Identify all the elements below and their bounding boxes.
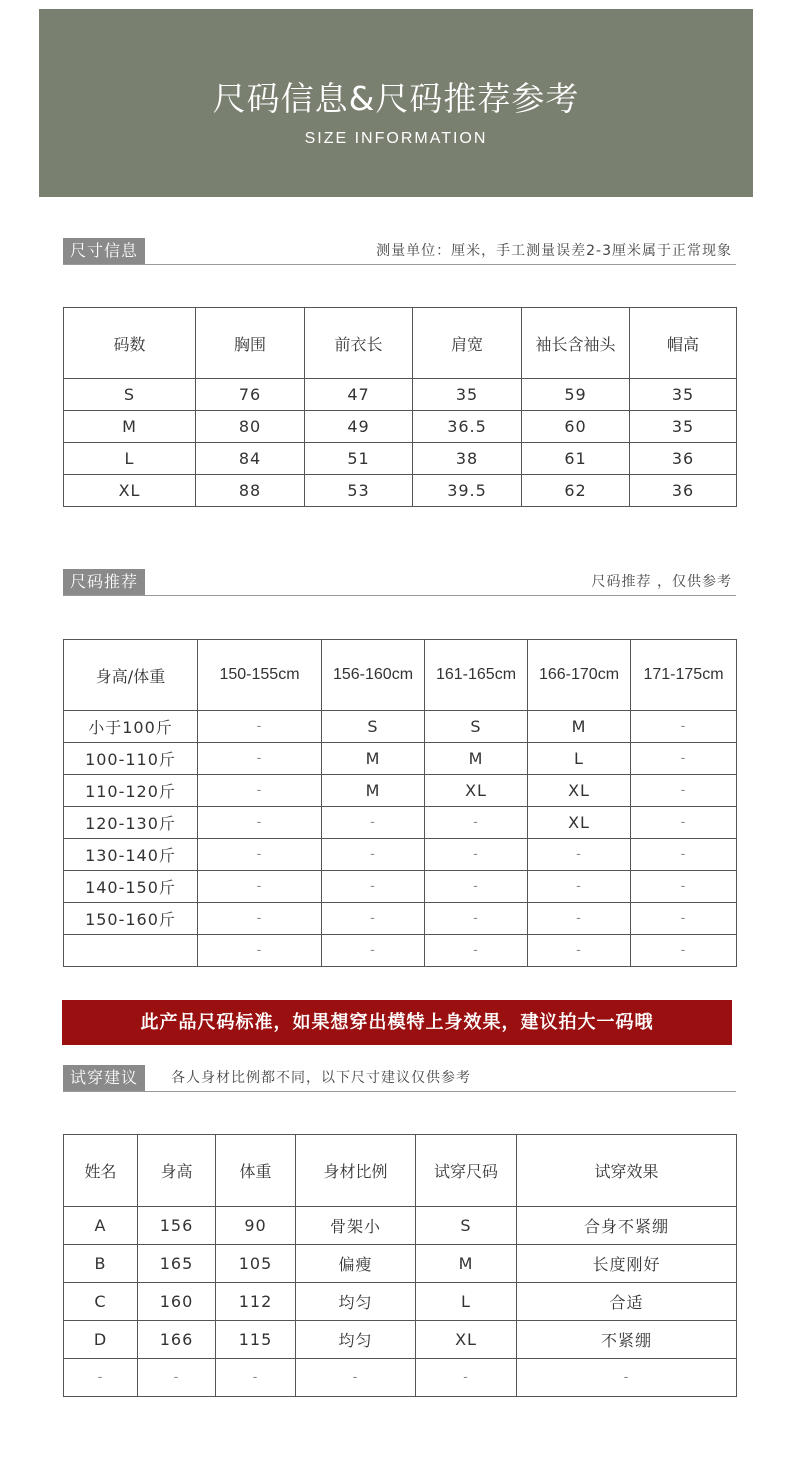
table-cell: 156 xyxy=(138,1207,216,1245)
table-cell: 49 xyxy=(305,411,413,443)
table-cell: 130-140斤 xyxy=(64,839,198,871)
table-cell: - xyxy=(322,839,425,871)
table-cell: - xyxy=(198,839,322,871)
table-cell: 小于100斤 xyxy=(64,711,198,743)
table-cell: M xyxy=(322,775,425,807)
try-on-note: 各人身材比例都不同，以下尺寸建议仅供参考 xyxy=(171,1070,471,1086)
column-header: 身高 xyxy=(138,1135,216,1207)
table-cell: 100-110斤 xyxy=(64,743,198,775)
column-header: 试穿效果 xyxy=(517,1135,737,1207)
table-row xyxy=(64,475,737,507)
table-cell: - xyxy=(322,807,425,839)
column-header: 身材比例 xyxy=(296,1135,416,1207)
table-cell: D xyxy=(64,1321,138,1359)
table-row xyxy=(64,443,737,475)
table-cell: - xyxy=(425,871,528,903)
table-cell: - xyxy=(425,935,528,967)
table-cell: 36 xyxy=(630,443,737,475)
table-cell: 均匀 xyxy=(296,1321,416,1359)
table-cell: - xyxy=(198,903,322,935)
table-cell: M xyxy=(425,743,528,775)
table-cell: B xyxy=(64,1245,138,1283)
table-cell: - xyxy=(198,807,322,839)
table-row xyxy=(64,1245,737,1283)
table-row xyxy=(64,807,737,839)
table-row xyxy=(64,775,737,807)
size-recommend-header xyxy=(63,568,736,596)
table-cell: - xyxy=(198,871,322,903)
table-cell: S xyxy=(322,711,425,743)
column-header: 码数 xyxy=(64,308,196,379)
size-info-header xyxy=(63,237,736,265)
table-cell: 均匀 xyxy=(296,1283,416,1321)
table-cell: - xyxy=(517,1359,737,1397)
table-cell: 80 xyxy=(196,411,305,443)
table-cell: - xyxy=(631,775,737,807)
column-header: 袖长含袖头 xyxy=(522,308,630,379)
table-cell: M xyxy=(416,1245,517,1283)
table-cell: A xyxy=(64,1207,138,1245)
table-cell: 160 xyxy=(138,1283,216,1321)
table-cell: 110-120斤 xyxy=(64,775,198,807)
column-header: 胸围 xyxy=(196,308,305,379)
table-row xyxy=(64,711,737,743)
table-cell: - xyxy=(416,1359,517,1397)
table-cell: - xyxy=(322,903,425,935)
table-cell: 合适 xyxy=(517,1283,737,1321)
table-cell: - xyxy=(216,1359,296,1397)
column-header: 171-175cm xyxy=(631,640,737,711)
table-cell: - xyxy=(631,871,737,903)
table-row xyxy=(64,743,737,775)
column-header: 姓名 xyxy=(64,1135,138,1207)
table-cell: M xyxy=(64,411,196,443)
table-header-row xyxy=(64,1135,737,1207)
table-cell: 112 xyxy=(216,1283,296,1321)
size-recommend-note: 尺码推荐 ，仅供参考 xyxy=(591,574,732,590)
table-cell: 90 xyxy=(216,1207,296,1245)
table-cell: 35 xyxy=(413,379,522,411)
table-cell: - xyxy=(64,1359,138,1397)
table-row xyxy=(64,379,737,411)
table-cell: - xyxy=(138,1359,216,1397)
size-info-table xyxy=(63,307,737,507)
column-header: 161-165cm xyxy=(425,640,528,711)
table-row xyxy=(64,411,737,443)
table-cell: - xyxy=(631,807,737,839)
table-cell: 62 xyxy=(522,475,630,507)
column-header: 156-160cm xyxy=(322,640,425,711)
table-cell: 60 xyxy=(522,411,630,443)
table-cell: 84 xyxy=(196,443,305,475)
table-cell: S xyxy=(64,379,196,411)
table-cell: - xyxy=(425,807,528,839)
table-cell: 47 xyxy=(305,379,413,411)
table-cell: 59 xyxy=(522,379,630,411)
table-cell: - xyxy=(631,743,737,775)
table-cell: 35 xyxy=(630,379,737,411)
table-cell: 105 xyxy=(216,1245,296,1283)
header-banner xyxy=(39,9,753,197)
table-cell: - xyxy=(322,871,425,903)
table-cell: 骨架小 xyxy=(296,1207,416,1245)
size-recommend-tag: 尺码推荐 xyxy=(63,569,145,595)
table-cell: M xyxy=(322,743,425,775)
table-cell: 35 xyxy=(630,411,737,443)
table-cell: 115 xyxy=(216,1321,296,1359)
table-cell: 61 xyxy=(522,443,630,475)
size-recommend-table xyxy=(63,639,737,967)
table-cell: M xyxy=(528,711,631,743)
table-cell: XL xyxy=(528,807,631,839)
column-header: 肩宽 xyxy=(413,308,522,379)
table-header-row xyxy=(64,308,737,379)
table-row xyxy=(64,1321,737,1359)
table-cell: - xyxy=(198,935,322,967)
table-cell: 120-130斤 xyxy=(64,807,198,839)
table-cell: - xyxy=(425,839,528,871)
column-header: 试穿尺码 xyxy=(416,1135,517,1207)
notice-banner: 此产品尺码标准，如果想穿出模特上身效果，建议拍大一码哦 xyxy=(62,1000,732,1045)
table-cell: - xyxy=(528,871,631,903)
table-cell: 88 xyxy=(196,475,305,507)
table-header-row xyxy=(64,640,737,711)
table-cell: 165 xyxy=(138,1245,216,1283)
table-cell: 39.5 xyxy=(413,475,522,507)
table-row xyxy=(64,871,737,903)
table-cell: 38 xyxy=(413,443,522,475)
table-cell: - xyxy=(322,935,425,967)
table-row xyxy=(64,935,737,967)
table-cell: S xyxy=(425,711,528,743)
table-cell: 51 xyxy=(305,443,413,475)
table-cell: - xyxy=(631,935,737,967)
table-cell: L xyxy=(416,1283,517,1321)
table-row xyxy=(64,839,737,871)
table-cell: 150-160斤 xyxy=(64,903,198,935)
table-cell: - xyxy=(631,839,737,871)
table-cell: S xyxy=(416,1207,517,1245)
table-cell: XL xyxy=(528,775,631,807)
page-subtitle: SIZE INFORMATION xyxy=(304,130,488,147)
try-on-table xyxy=(63,1134,737,1397)
table-cell: L xyxy=(64,443,196,475)
column-header: 150-155cm xyxy=(198,640,322,711)
table-cell: C xyxy=(64,1283,138,1321)
table-cell: XL xyxy=(416,1321,517,1359)
table-row xyxy=(64,1359,737,1397)
table-row xyxy=(64,1207,737,1245)
table-cell: XL xyxy=(425,775,528,807)
column-header: 帽高 xyxy=(630,308,737,379)
table-cell: - xyxy=(425,903,528,935)
table-cell: - xyxy=(198,743,322,775)
size-info-tag: 尺寸信息 xyxy=(63,238,145,264)
page-title: 尺码信息&尺码推荐参考 xyxy=(212,79,580,118)
table-cell: 偏瘦 xyxy=(296,1245,416,1283)
table-cell: - xyxy=(528,839,631,871)
column-header: 身高/体重 xyxy=(64,640,198,711)
column-header: 166-170cm xyxy=(528,640,631,711)
size-info-note: 测量单位：厘米，手工测量误差2-3厘米属于正常现象 xyxy=(376,243,732,259)
column-header: 前衣长 xyxy=(305,308,413,379)
try-on-header xyxy=(63,1064,736,1092)
try-on-tag: 试穿建议 xyxy=(63,1065,145,1091)
table-cell: 53 xyxy=(305,475,413,507)
table-cell: - xyxy=(198,711,322,743)
table-cell: 76 xyxy=(196,379,305,411)
column-header: 体重 xyxy=(216,1135,296,1207)
table-cell: 长度刚好 xyxy=(517,1245,737,1283)
table-cell: XL xyxy=(64,475,196,507)
table-cell: - xyxy=(528,935,631,967)
table-row xyxy=(64,903,737,935)
table-cell: - xyxy=(631,711,737,743)
table-cell: L xyxy=(528,743,631,775)
table-cell: 36.5 xyxy=(413,411,522,443)
table-cell: - xyxy=(198,775,322,807)
table-cell: 不紧绷 xyxy=(517,1321,737,1359)
table-cell: 36 xyxy=(630,475,737,507)
table-cell xyxy=(64,935,198,967)
table-cell: 140-150斤 xyxy=(64,871,198,903)
table-cell: - xyxy=(296,1359,416,1397)
table-row xyxy=(64,1283,737,1321)
table-cell: - xyxy=(528,903,631,935)
table-cell: 合身不紧绷 xyxy=(517,1207,737,1245)
table-cell: 166 xyxy=(138,1321,216,1359)
table-cell: - xyxy=(631,903,737,935)
